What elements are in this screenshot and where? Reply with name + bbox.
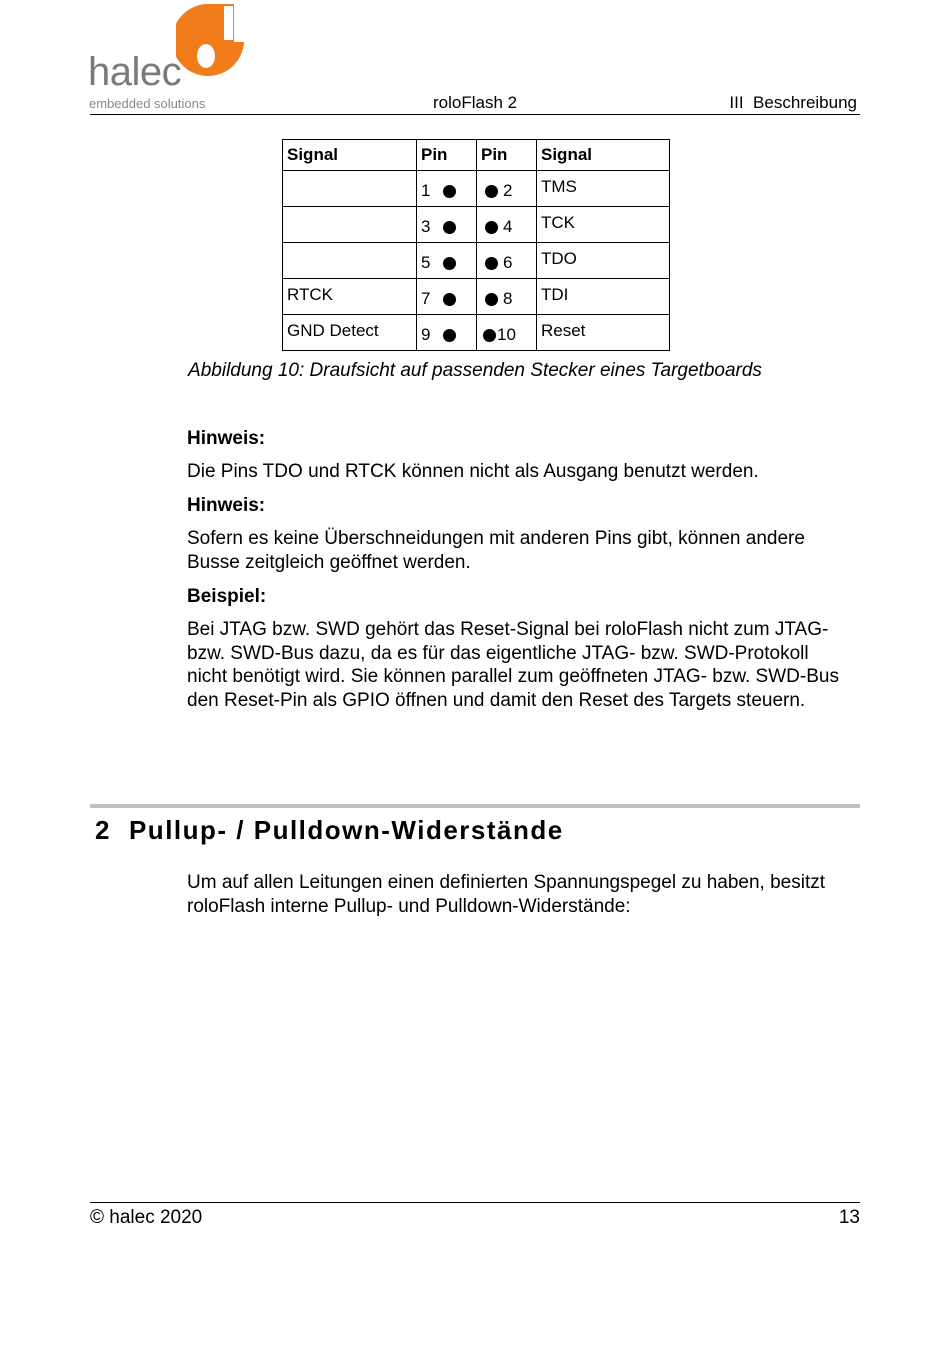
- pin-number: 6: [503, 253, 513, 272]
- table-row: [283, 315, 670, 351]
- halec-logo-mark-icon: [176, 2, 256, 77]
- pin-dot-icon: [443, 293, 456, 306]
- section-number: 2: [95, 815, 111, 845]
- section-heading: [95, 815, 564, 846]
- doc-title: roloFlash 2: [433, 93, 518, 112]
- pin-dot-icon: [443, 185, 456, 198]
- chapter-label: III Beschreibung: [729, 93, 857, 112]
- left-pin-cell: [417, 171, 477, 207]
- left-signal-cell: [283, 243, 417, 279]
- right-pin-cell: [477, 171, 537, 207]
- pin-number: 7: [421, 289, 431, 308]
- right-signal-cell: TMS: [537, 171, 670, 207]
- halec-logo: [88, 2, 253, 112]
- pin-number: 10: [497, 325, 516, 344]
- table-row: [283, 207, 670, 243]
- pin-dot-icon: [443, 329, 456, 342]
- section-title: Pullup- / Pulldown-Widerstände: [128, 815, 564, 845]
- footer-divider: [90, 1202, 860, 1203]
- table-header-row: [283, 140, 670, 171]
- pin-dot-icon: [485, 185, 498, 198]
- pin-number: 2: [503, 181, 513, 200]
- note-heading: Hinweis:: [187, 428, 266, 449]
- pin-number: 4: [503, 217, 513, 236]
- table-row: [283, 171, 670, 207]
- pin-dot-icon: [485, 221, 498, 234]
- figure-caption: Abbildung 10: Draufsicht auf passenden Stecker eines Targetboards: [188, 360, 762, 381]
- right-pin-cell: [477, 279, 537, 315]
- example-text: Bei JTAG bzw. SWD gehört das Reset-Signal bei roloFlash nicht zum JTAG- bzw. SWD-Bus dazu, da es für das eigentliche JTAG- bzw. SWD-Protokoll nicht benötigt wird. Sie können parallel zum geöffneten JTAG- bzw. SWD-Bus den Reset-Pin als GPIO öffnen und damit den Reset des Targets steuern.: [187, 619, 839, 711]
- logo-text: halec: [88, 50, 182, 94]
- pin-number: 3: [421, 217, 431, 236]
- left-pin-cell: [417, 243, 477, 279]
- pin-dot-icon: [443, 257, 456, 270]
- left-signal-cell: [283, 171, 417, 207]
- pin-dot-icon: [485, 293, 498, 306]
- note-text: Sofern es keine Überschneidungen mit anderen Pins gibt, können andere Busse zeitgleich geöffnet werden.: [187, 528, 805, 573]
- pin-dot-icon: [443, 221, 456, 234]
- left-pin-cell: [417, 279, 477, 315]
- pin-number: 8: [503, 289, 513, 308]
- left-signal-cell: [283, 207, 417, 243]
- right-pin-cell: [477, 315, 537, 351]
- table-row: [283, 243, 670, 279]
- note-heading: Hinweis:: [187, 495, 266, 516]
- pin-number: 9: [421, 325, 431, 344]
- left-signal-cell: GND Detect: [283, 315, 417, 351]
- table-row: [283, 279, 670, 315]
- page-number: 13: [838, 1207, 860, 1228]
- header-divider: [90, 114, 860, 115]
- right-signal-cell: TDI: [537, 279, 670, 315]
- left-pin-cell: [417, 207, 477, 243]
- right-signal-cell: TDO: [537, 243, 670, 279]
- note-text: Die Pins TDO und RTCK können nicht als Ausgang benutzt werden.: [187, 461, 759, 482]
- column-header: Signal: [283, 140, 417, 171]
- column-header: Pin: [477, 140, 537, 171]
- section-intro: Um auf allen Leitungen einen definierten Spannungspegel zu haben, besitzt roloFlash interne Pullup- und Pulldown-Widerstände:: [187, 872, 826, 917]
- pin-dot-icon: [483, 329, 496, 342]
- logo-subtitle: embedded solutions: [89, 96, 206, 111]
- pin-dot-icon: [485, 257, 498, 270]
- right-pin-cell: [477, 243, 537, 279]
- left-signal-cell: RTCK: [283, 279, 417, 315]
- right-pin-cell: [477, 207, 537, 243]
- left-pin-cell: [417, 315, 477, 351]
- pin-number: 5: [421, 253, 431, 272]
- right-signal-cell: TCK: [537, 207, 670, 243]
- section-divider: [90, 804, 860, 808]
- column-header: Signal: [537, 140, 670, 171]
- right-signal-cell: Reset: [537, 315, 670, 351]
- column-header: Pin: [417, 140, 477, 171]
- pin-number: 1: [421, 181, 431, 200]
- example-heading: Beispiel:: [187, 586, 267, 607]
- copyright: © halec 2020: [90, 1207, 203, 1228]
- pin-table: [282, 139, 670, 351]
